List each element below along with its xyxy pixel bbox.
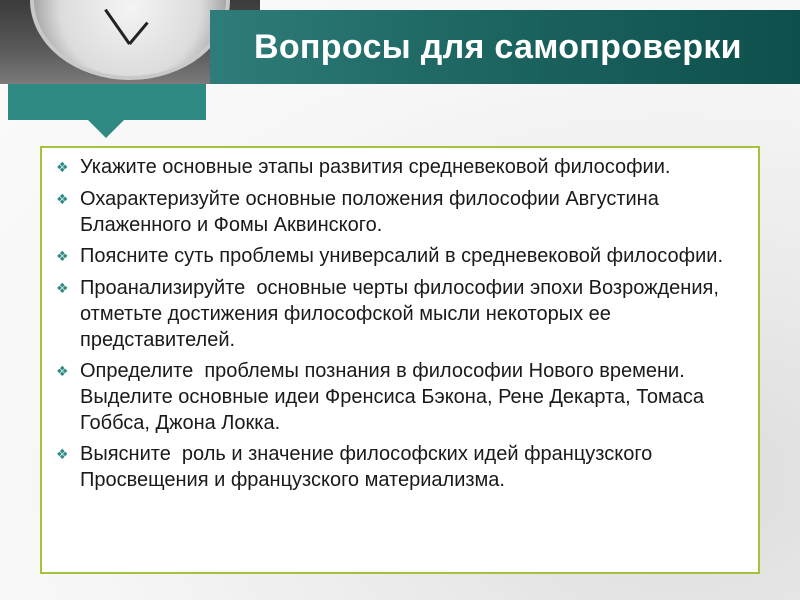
diamond-bullet-icon: ❖ [56,159,69,175]
diamond-bullet-icon: ❖ [56,363,69,379]
diamond-bullet-icon: ❖ [56,446,69,462]
slide-title: Вопросы для самопроверки [254,27,742,66]
list-item [56,154,738,181]
question-text: Охарактеризуйте основные положения философии Августина Блаженного и Фомы Аквинского. [80,188,665,236]
questions-box [40,146,760,574]
list-item [56,441,738,493]
title-banner [210,10,800,84]
decorative-tab [8,84,206,120]
list-item [56,275,738,353]
diamond-bullet-icon: ❖ [56,191,69,207]
question-text: Поясните суть проблемы универсалий в средневековой философии. [80,245,724,267]
list-item [56,243,738,270]
list-item [56,358,738,436]
list-item [56,186,738,238]
question-text: Определите проблемы познания в философии Нового времени. Выделите основные идеи Френсиса Бэкона, Рене Декарта, Томаса Гоббса, Джона Локка. [80,360,710,434]
diamond-bullet-icon: ❖ [56,248,69,264]
diamond-bullet-icon: ❖ [56,280,69,296]
question-text: Выясните роль и значение философских идей французского Просвещения и французского материализма. [80,443,658,491]
questions-list [56,154,738,493]
question-text: Укажите основные этапы развития средневековой философии. [80,156,671,178]
question-text: Проанализируйте основные черты философии эпохи Возрождения, отметьте достижения философской мысли некоторых ее представителей. [80,277,725,351]
down-arrow-icon [88,120,124,138]
